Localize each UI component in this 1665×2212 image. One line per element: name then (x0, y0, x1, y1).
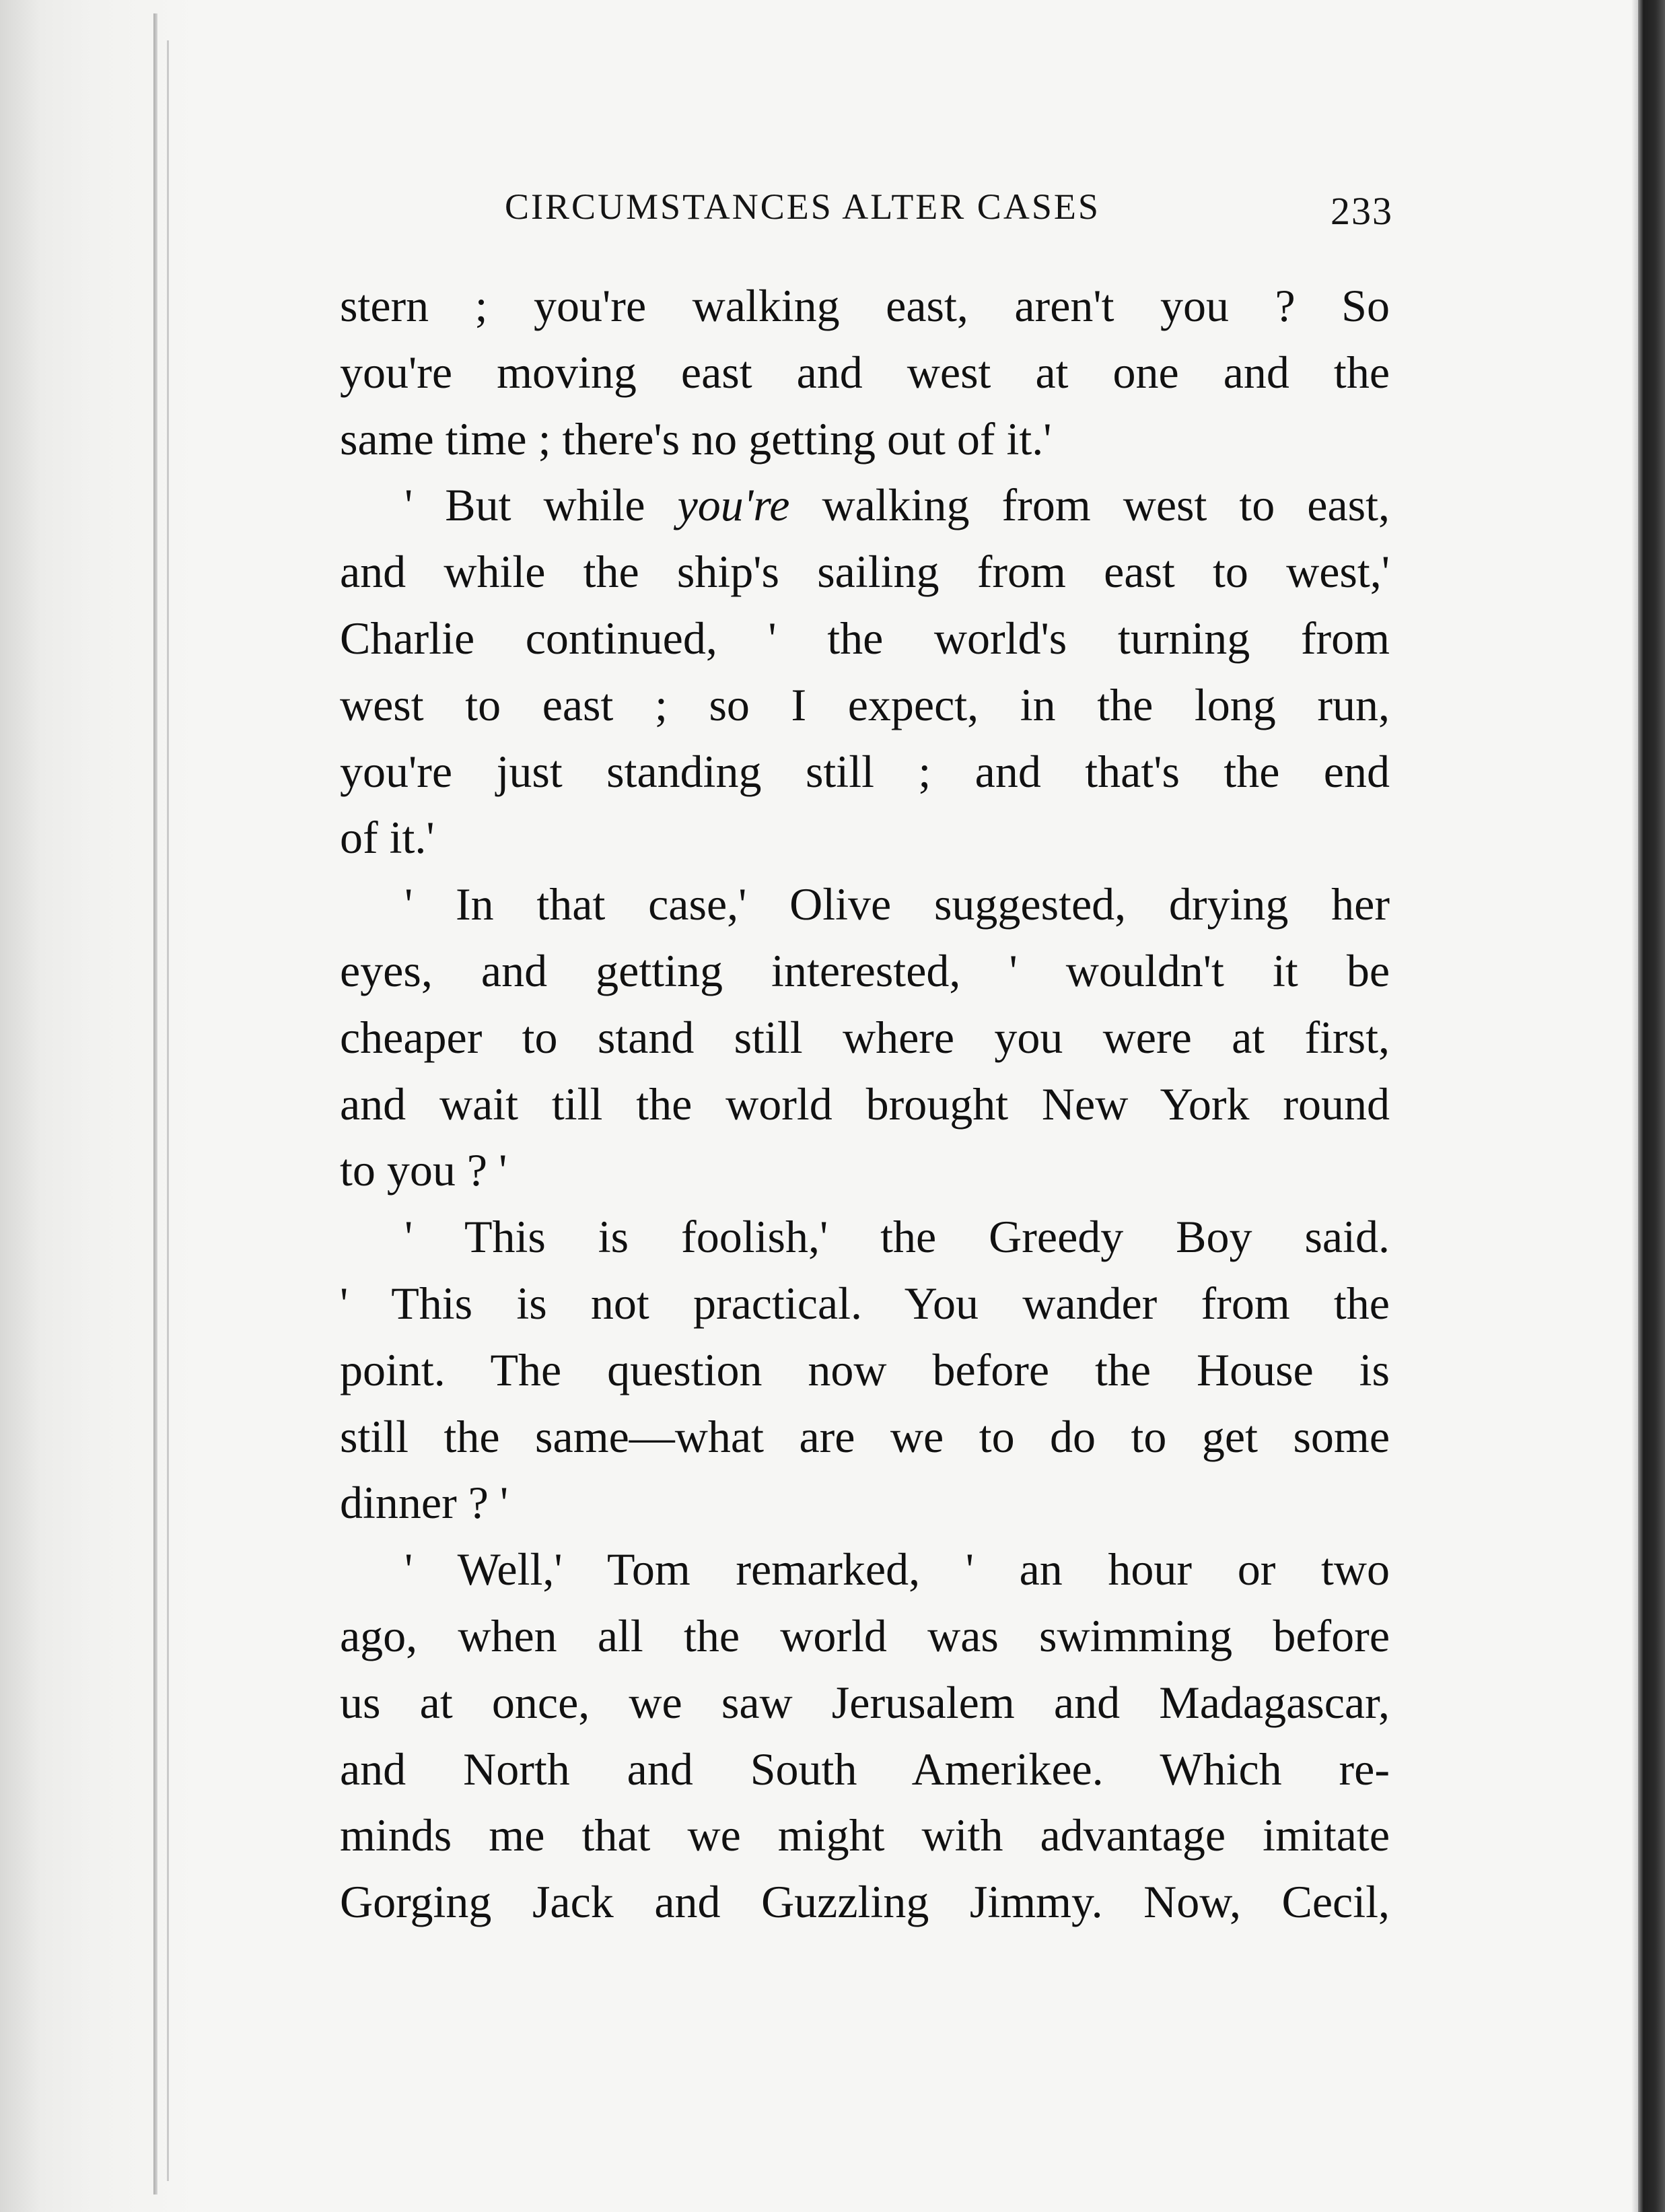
text-line: of it.' (340, 812, 435, 864)
text-line: west to east ; so I expect, in the long run, (340, 679, 1390, 730)
book-cover-edge (1638, 0, 1665, 2212)
text-line (340, 472, 1390, 539)
text-line: you're just standing still ; and that's the end (340, 745, 1390, 797)
text-line: cheaper to stand still where you were at first, (340, 1011, 1390, 1063)
text-line: dinner ? ' (340, 1477, 509, 1529)
binding-crease-secondary (167, 40, 169, 2181)
body-text (340, 273, 1390, 1935)
text-line: eyes, and getting interested, ' wouldn't it be (340, 944, 1390, 996)
text-line: Charlie continued, ' the world's turning from (340, 612, 1390, 664)
text-line: still the same—what are we to do to get some (340, 1410, 1390, 1462)
text-line: and North and South Amerikee. Which re- (340, 1743, 1390, 1795)
text-line: you're moving east and west at one and the (340, 346, 1390, 398)
italic-word: you're (677, 479, 790, 531)
binding-crease (153, 13, 157, 2194)
binding-gutter (0, 0, 202, 2212)
text-segment: walking from west to east, (789, 479, 1390, 531)
text-line: point. The question now before the House is (340, 1344, 1390, 1395)
text-line: ' This is foolish,' the Greedy Boy said. (404, 1211, 1390, 1263)
page-number: 233 (1331, 189, 1393, 233)
text-line: Gorging Jack and Guzzling Jimmy. Now, Cecil, (340, 1876, 1390, 1928)
running-head: CIRCUMSTANCES ALTER CASES (505, 186, 1100, 227)
text-line: and while the ship's sailing from east to west,' (340, 546, 1390, 598)
text-line: to you ? ' (340, 1144, 507, 1196)
text-line: same time ; there's no getting out of it.' (340, 413, 1052, 464)
text-line: ' This is not practical. You wander from the (340, 1277, 1390, 1329)
text-segment: ' But while (404, 479, 678, 531)
text-line: ' Well,' Tom remarked, ' an hour or two (404, 1544, 1390, 1595)
page-edge-shadow (1631, 0, 1638, 2212)
text-line: us at once, we saw Jerusalem and Madagascar, (340, 1676, 1390, 1728)
text-line: stern ; you're walking east, aren't you ? So (340, 280, 1390, 331)
text-line: minds me that we might with advantage imitate (340, 1809, 1390, 1861)
text-line: and wait till the world brought New York round (340, 1078, 1390, 1130)
page-header (505, 186, 1393, 240)
text-line: ' In that case,' Olive suggested, drying her (404, 878, 1390, 930)
text-line: ago, when all the world was swimming before (340, 1610, 1390, 1661)
